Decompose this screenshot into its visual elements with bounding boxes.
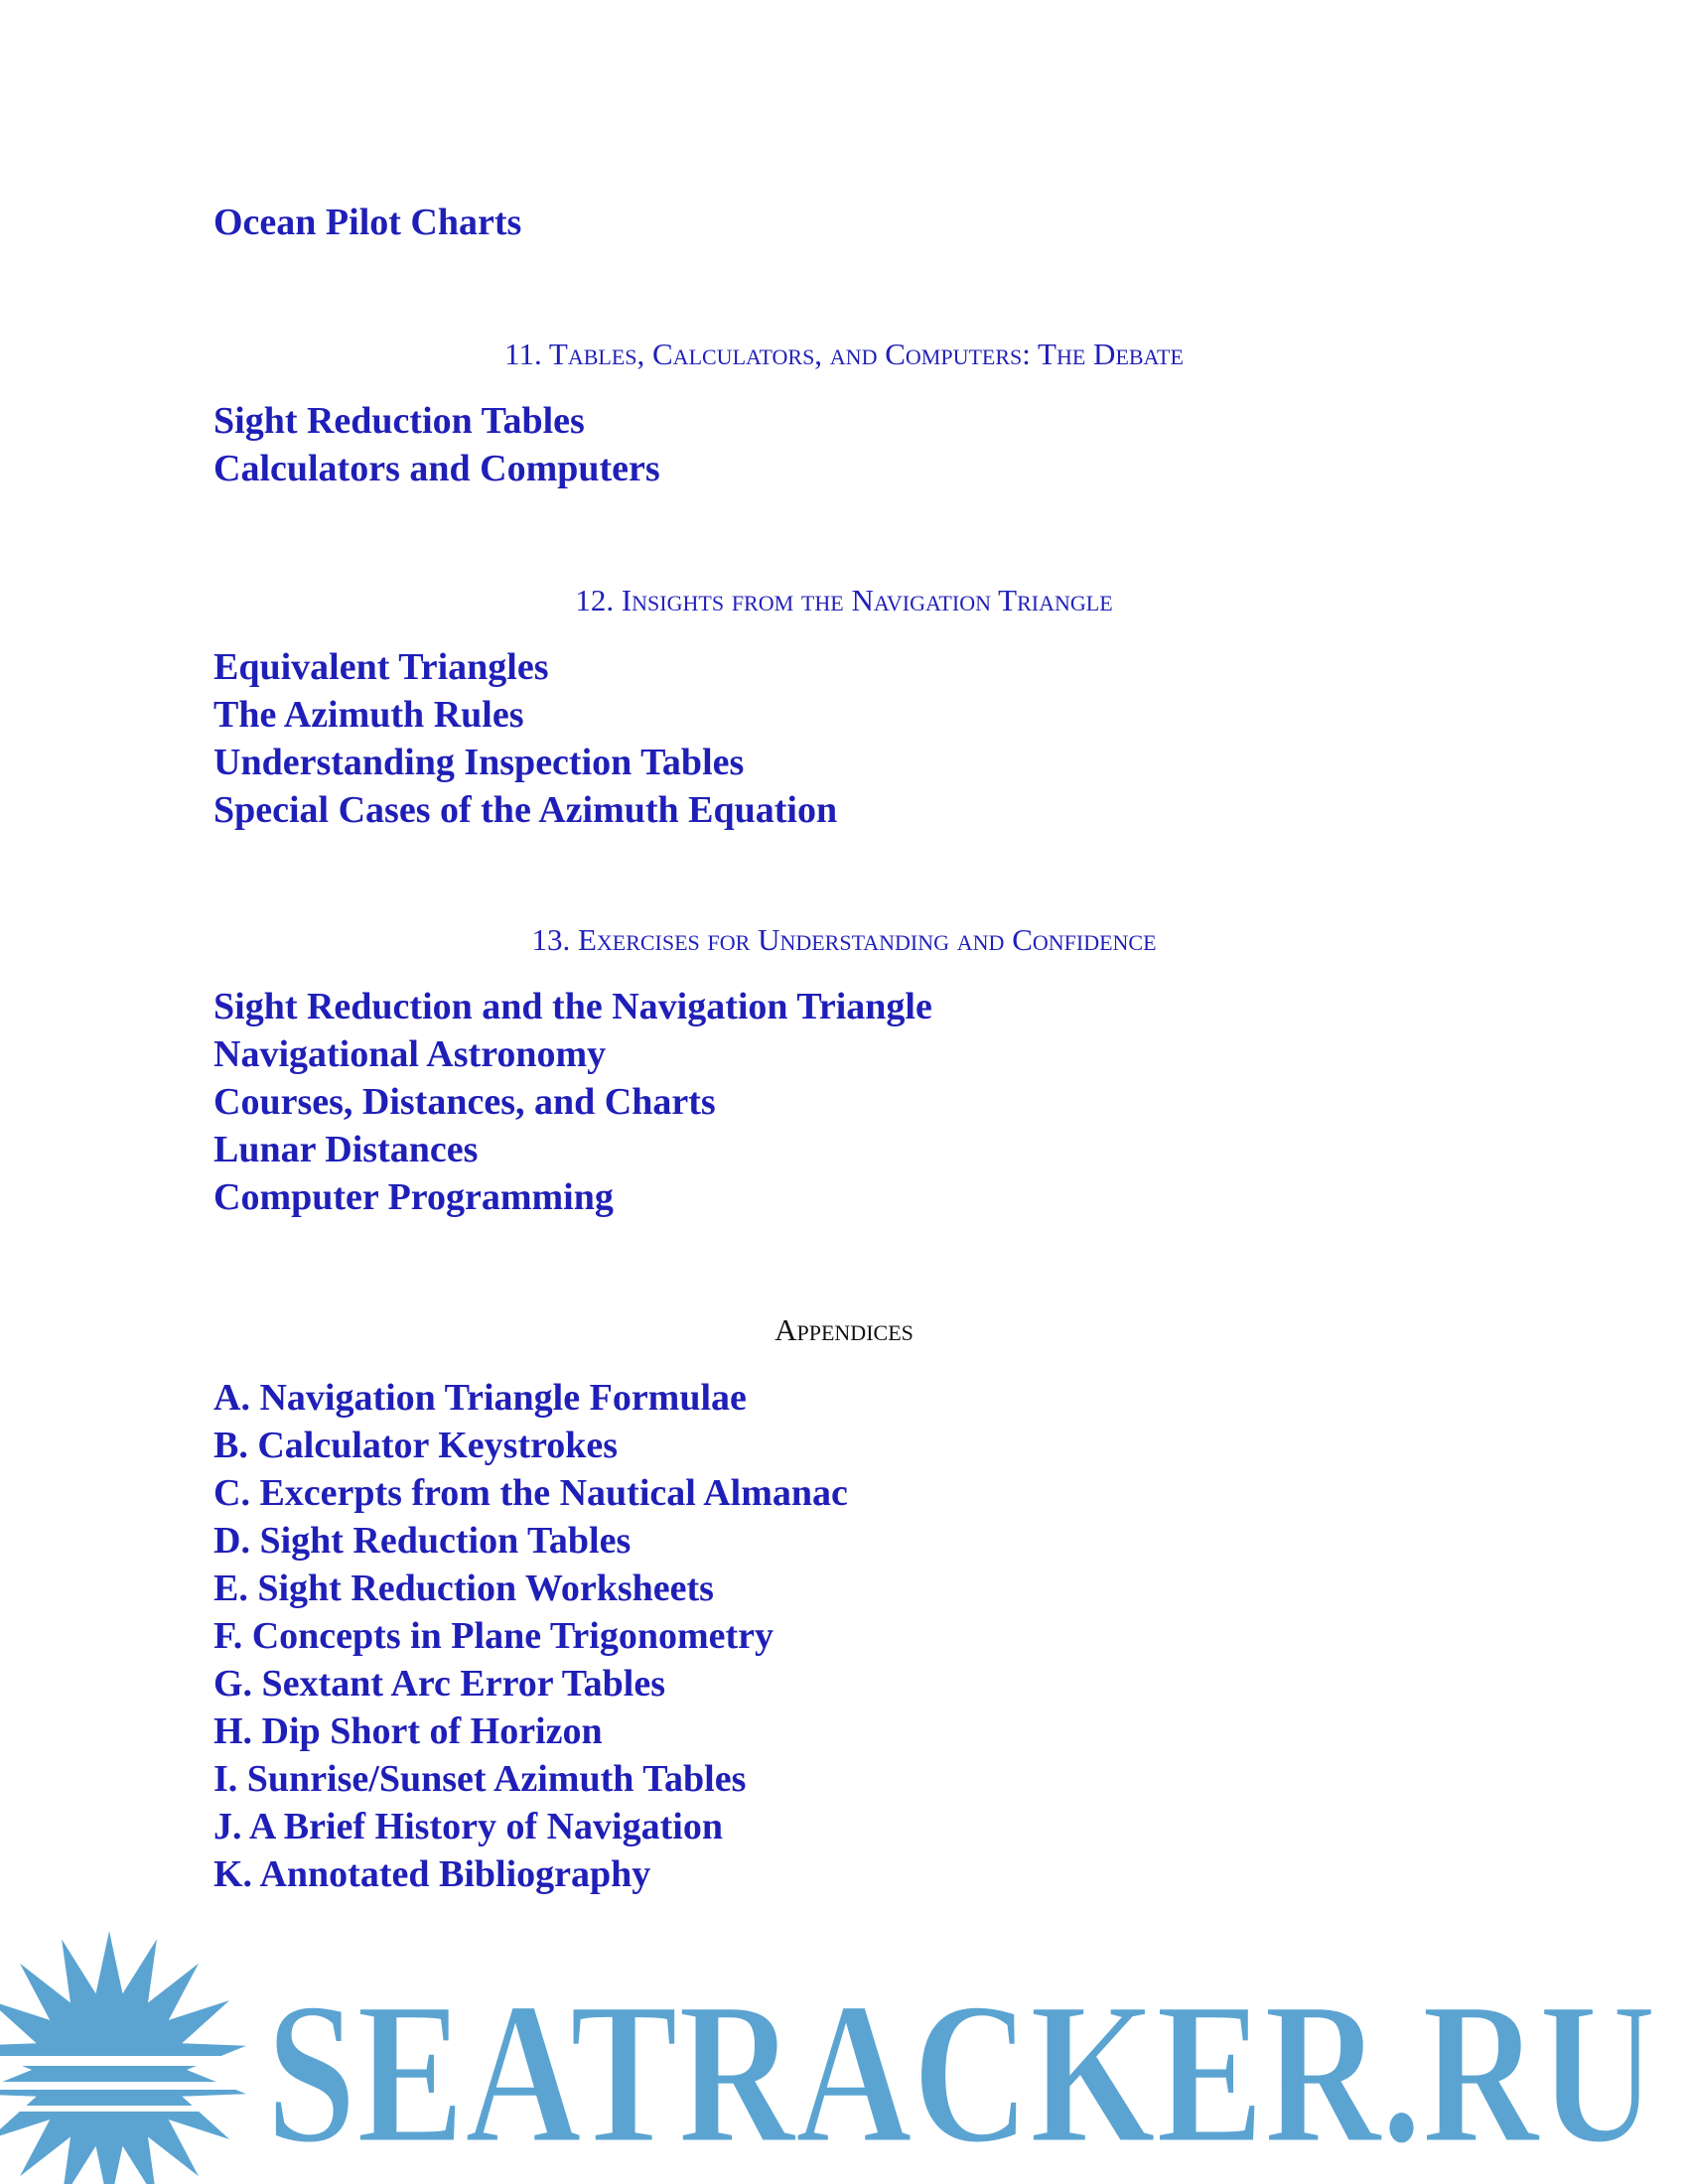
toc-link-appendix-c[interactable]: C. Excerpts from the Nautical Almanac — [213, 1472, 848, 1514]
section-heading-12: 12. Insights from the Navigation Triangle — [575, 583, 1113, 617]
toc-link-courses-distances-charts[interactable]: Courses, Distances, and Charts — [213, 1081, 716, 1123]
toc-link-azimuth-equation[interactable]: Special Cases of the Azimuth Equation — [213, 789, 838, 831]
toc-link-inspection-tables[interactable]: Understanding Inspection Tables — [213, 742, 745, 783]
toc-link-appendix-i[interactable]: I. Sunrise/Sunset Azimuth Tables — [213, 1758, 747, 1800]
toc-link-navigational-astronomy[interactable]: Navigational Astronomy — [213, 1033, 607, 1075]
toc-link-sight-reduction-tables[interactable]: Sight Reduction Tables — [213, 400, 585, 442]
toc-link-appendix-d[interactable]: D. Sight Reduction Tables — [213, 1520, 632, 1562]
toc-link-appendix-a[interactable]: A. Navigation Triangle Formulae — [213, 1377, 747, 1419]
toc-link-equivalent-triangles[interactable]: Equivalent Triangles — [213, 646, 549, 688]
toc-link-appendix-g[interactable]: G. Sextant Arc Error Tables — [213, 1663, 665, 1705]
toc-link-appendix-b[interactable]: B. Calculator Keystrokes — [213, 1425, 619, 1466]
toc-link-computer-programming[interactable]: Computer Programming — [213, 1176, 614, 1218]
sun-burst-icon — [0, 1931, 248, 2184]
toc-link-appendix-f[interactable]: F. Concepts in Plane Trigonometry — [213, 1615, 774, 1657]
toc-link-appendix-h[interactable]: H. Dip Short of Horizon — [213, 1710, 603, 1752]
watermark-text: SEATRACKER.RU — [266, 1961, 1656, 2184]
toc-link-sight-reduction-navigation-triangle[interactable]: Sight Reduction and the Navigation Triangle — [213, 986, 932, 1027]
toc-link-appendix-e[interactable]: E. Sight Reduction Worksheets — [213, 1568, 714, 1609]
watermark-banner — [0, 1921, 1688, 2184]
toc-link-ocean-pilot-charts[interactable]: Ocean Pilot Charts — [213, 202, 522, 243]
appendices-heading: Appendices — [774, 1312, 914, 1347]
section-heading-11: 11. Tables, Calculators, and Computers: The Debate — [504, 337, 1184, 371]
toc-link-lunar-distances[interactable]: Lunar Distances — [213, 1129, 479, 1170]
toc-link-calculators-and-computers[interactable]: Calculators and Computers — [213, 448, 660, 489]
toc-link-appendix-j[interactable]: J. A Brief History of Navigation — [213, 1806, 723, 1847]
toc-link-azimuth-rules[interactable]: The Azimuth Rules — [213, 694, 524, 736]
section-heading-13: 13. Exercises for Understanding and Confidence — [531, 922, 1157, 957]
toc-link-appendix-k[interactable]: K. Annotated Bibliography — [213, 1853, 651, 1895]
